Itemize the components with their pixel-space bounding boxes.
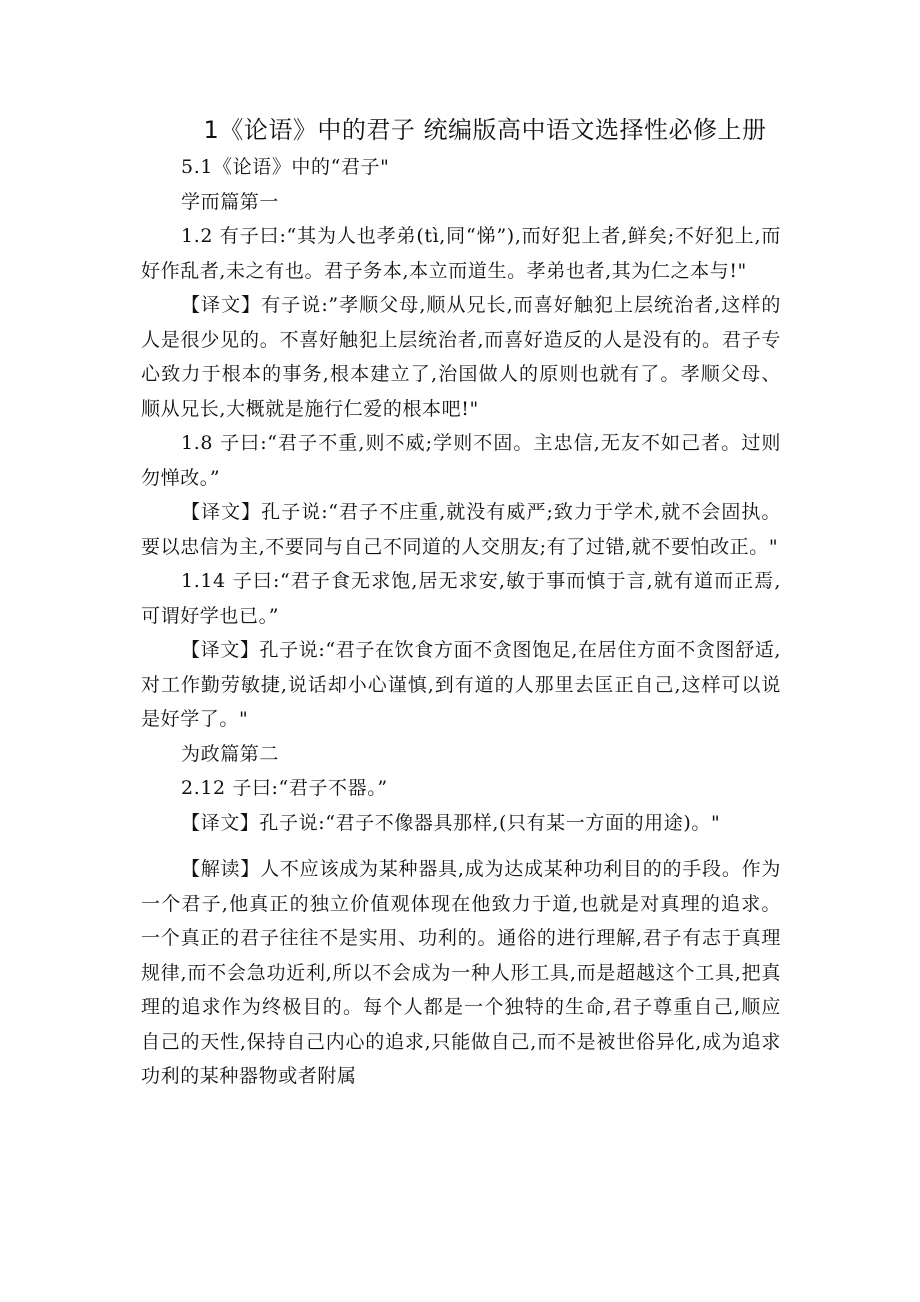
quote-paragraph: 1.8 子曰:“君子不重,则不威;学则不固。主忠信,无友不如己者。过则勿惮改。” [141, 432, 781, 489]
translation-paragraph: 【译文】孔子说:“君子不庄重,就没有威严;致力于学术,就不会固执。要以忠信为主,不要同与自己不同道的人交朋友;有了过错,就不要怕改正。" [141, 501, 781, 558]
translation-paragraph: 【译文】有子说:”孝顺父母,顺从兄长,而喜好触犯上层统治者,这样的人是很少见的。不喜好触犯上层统治者,而喜好造反的人是没有的。君子专心致力于根本的事务,根本建立了,治国做人的原则也就有了。孝顺父母、顺从兄长,大概就是施行仁爱的根本吧!" [141, 294, 781, 420]
quote-paragraph: 2.12 子曰:“君子不器。” [181, 777, 388, 799]
section-heading: 学而篇第一 [181, 190, 280, 213]
section-heading: 为政篇第二 [181, 742, 280, 765]
interpretation-paragraph: 【解读】人不应该成为某种器具,成为达成某种功利目的的手段。作为一个君子,他真正的独立价值观体现在他致力于道,也就是对真理的追求。一个真正的君子往往不是实用、功利的。通俗的进行理解,君子有志于真理规律,而不会急功近利,所以不会成为一种人形工具,而是超越这个工具,把真理的追求作为终极目的。每个人都是一个独特的生命,君子尊重自己,顺应自己的天性,保持自己内心的追求,只能做自己,而不是被世俗异化,成为追求功利的某种器物或者附属 [141, 858, 781, 1087]
translation-paragraph: 【译文】孔子说:“君子不像器具那样,(只有某一方面的用途)。" [181, 811, 721, 834]
document-title: 1《论语》中的君子 统编版高中语文选择性必修上册 [203, 116, 767, 144]
document-body [141, 150, 781, 1094]
translation-paragraph: 【译文】孔子说:“君子在饮食方面不贪图饱足,在居住方面不贪图舒适,对工作勤劳敏捷,说话却小心谨慎,到有道的人那里去匡正自己,这样可以说是好学了。" [141, 639, 781, 730]
chapter-heading: 5.1《论语》中的“君子" [181, 156, 390, 178]
quote-paragraph: 1.2 有子曰:“其为人也孝弟(tì,同“悌”),而好犯上者,鲜矣;不好犯上,而好作乱者,未之有也。君子务本,本立而道生。孝弟也者,其为仁之本与!" [141, 225, 781, 282]
quote-paragraph: 1.14 子曰:“君子食无求饱,居无求安,敏于事而慎于言,就有道而正焉,可谓好学也已。” [141, 570, 781, 627]
